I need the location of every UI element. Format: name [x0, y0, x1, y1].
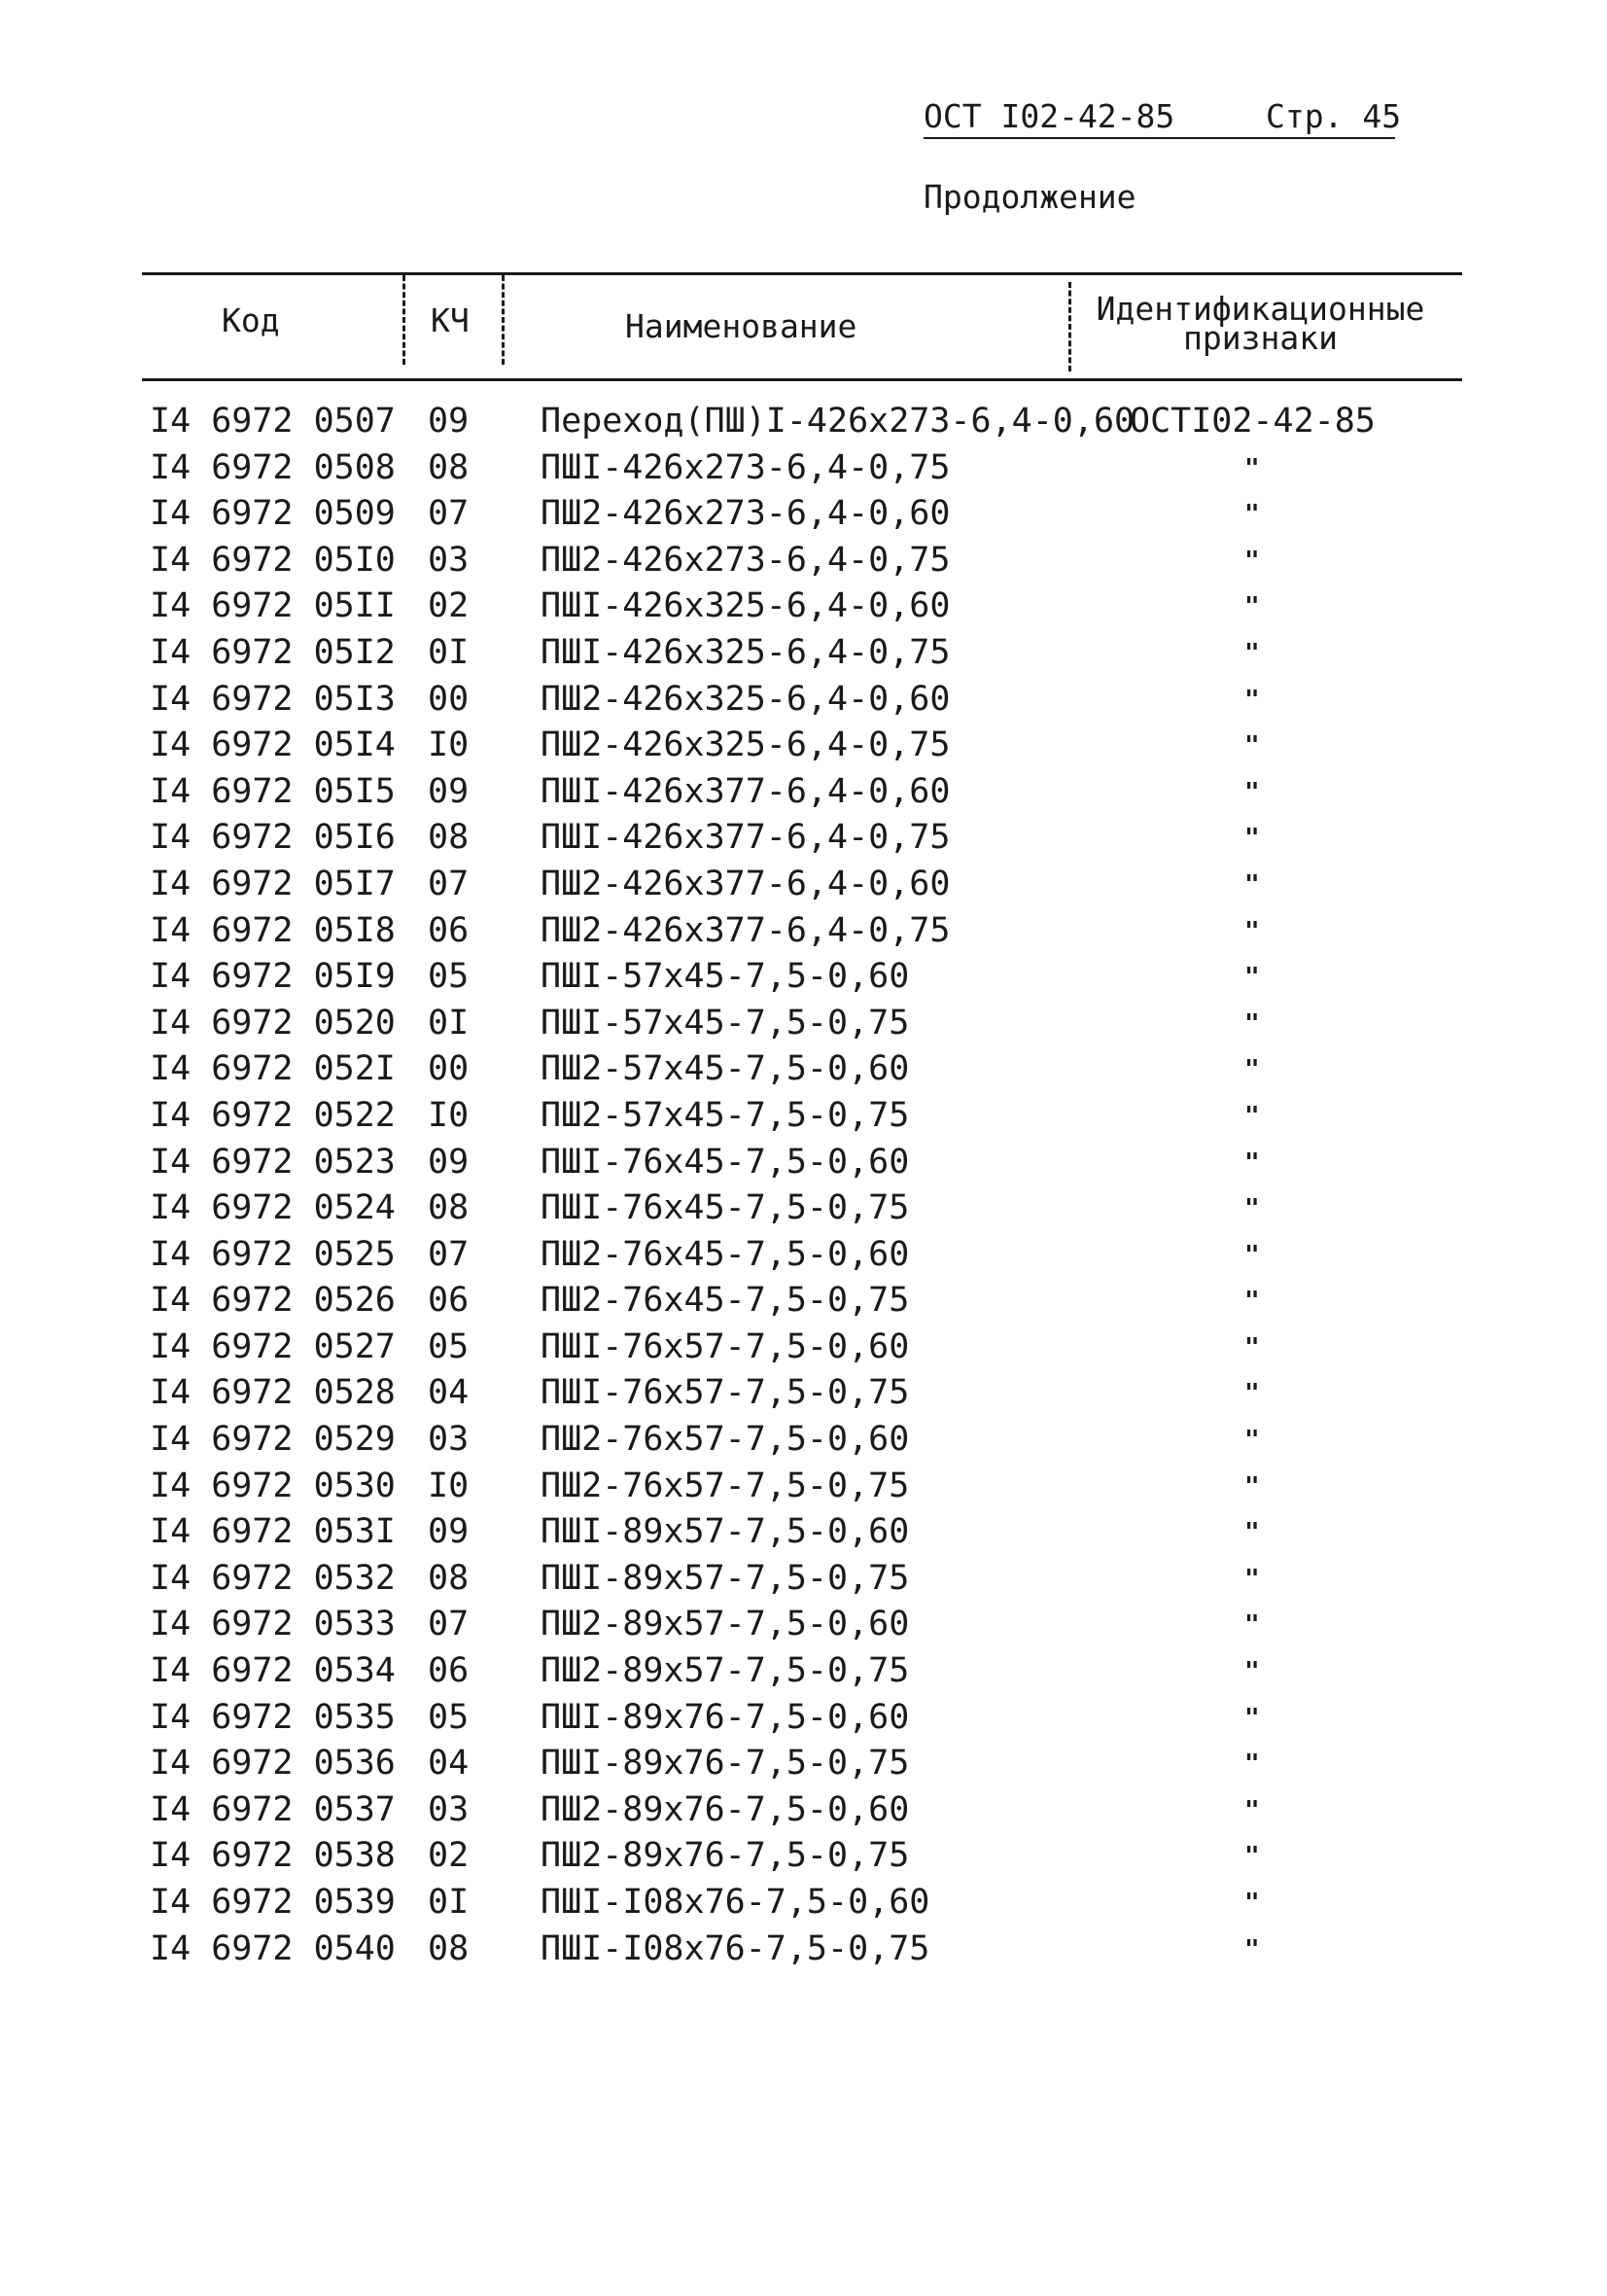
kch-cell: 08 [428, 1928, 470, 1968]
ident-cell: " [1244, 1749, 1260, 1780]
table-row [0, 725, 1607, 772]
code-cell: I4 6972 0526 [150, 1281, 396, 1321]
name-cell: ПШ2-76x57-7,5-0,60 [541, 1420, 910, 1460]
kch-cell: 00 [428, 1049, 470, 1089]
ident-cell: " [1244, 592, 1260, 622]
name-cell: ПШI-I08x76-7,5-0,60 [541, 1883, 930, 1922]
name-cell: ПШ2-76x45-7,5-0,60 [541, 1234, 910, 1274]
name-cell: ПШI-76x57-7,5-0,60 [541, 1326, 910, 1366]
ident-cell: " [1244, 685, 1260, 715]
document-header [924, 97, 1402, 139]
ident-cell: " [1244, 1795, 1260, 1825]
name-cell: ПШ2-426x273-6,4-0,75 [541, 540, 951, 580]
kch-cell: 08 [428, 1188, 470, 1228]
table-row [0, 1466, 1607, 1513]
kch-cell: 05 [428, 957, 470, 997]
ident-cell: " [1244, 1889, 1260, 1918]
kch-cell: 09 [428, 402, 470, 441]
column-header-kch: КЧ [431, 301, 470, 339]
code-cell: I4 6972 0539 [150, 1883, 396, 1922]
table-row [0, 680, 1607, 726]
name-cell: ПШI-I08x76-7,5-0,75 [541, 1928, 930, 1968]
table-row [0, 1327, 1607, 1374]
ident-cell: " [1244, 824, 1260, 854]
table-top-rule [142, 272, 1462, 275]
table-row [0, 1004, 1607, 1050]
code-cell: I4 6972 0509 [150, 494, 396, 534]
code-cell: I4 6972 0535 [150, 1697, 396, 1737]
table-row [0, 911, 1607, 958]
table-row [0, 1373, 1607, 1420]
name-cell: ПШ2-426x377-6,4-0,75 [541, 910, 951, 950]
code-cell: I4 6972 05I7 [150, 864, 396, 903]
kch-cell: 00 [428, 679, 470, 719]
table-row [0, 1096, 1607, 1143]
code-cell: I4 6972 05I0 [150, 540, 396, 580]
table-row [0, 1698, 1607, 1745]
table-row [0, 1929, 1607, 1976]
name-cell: ПШ2-89x76-7,5-0,75 [541, 1836, 910, 1876]
table-row [0, 865, 1607, 911]
code-cell: I4 6972 05II [150, 586, 396, 626]
table-header-rule [142, 378, 1462, 381]
table-row [0, 1049, 1607, 1096]
name-cell: ПШI-426x325-6,4-0,75 [541, 632, 951, 672]
ident-cell: " [1244, 1657, 1260, 1687]
table-row [0, 1512, 1607, 1559]
table-row [0, 402, 1607, 448]
code-cell: I4 6972 05I5 [150, 771, 396, 811]
code-cell: I4 6972 0529 [150, 1420, 396, 1460]
code-cell: I4 6972 0540 [150, 1928, 396, 1968]
kch-cell: 06 [428, 910, 470, 950]
code-cell: I4 6972 0532 [150, 1558, 396, 1598]
code-cell: I4 6972 0537 [150, 1789, 396, 1829]
name-cell: ПШ2-76x57-7,5-0,75 [541, 1466, 910, 1505]
kch-cell: 06 [428, 1651, 470, 1691]
ident-cell: " [1244, 1379, 1260, 1409]
kch-cell: 03 [428, 540, 470, 580]
name-cell: ПШI-76x45-7,5-0,75 [541, 1188, 910, 1228]
name-cell: ПШ2-57x45-7,5-0,60 [541, 1049, 910, 1089]
table-row [0, 541, 1607, 587]
kch-cell: 05 [428, 1326, 470, 1366]
name-cell: ПШ2-426x325-6,4-0,60 [541, 679, 951, 719]
name-cell: ПШI-426x377-6,4-0,75 [541, 818, 951, 858]
code-cell: I4 6972 0524 [150, 1188, 396, 1228]
code-cell: I4 6972 0534 [150, 1651, 396, 1691]
table-row [0, 1836, 1607, 1883]
table-row [0, 1281, 1607, 1327]
table-row [0, 957, 1607, 1004]
table-row [0, 633, 1607, 680]
kch-cell: I0 [428, 1466, 470, 1505]
kch-cell: 06 [428, 1281, 470, 1321]
kch-cell: 07 [428, 1234, 470, 1274]
column-header-code: Код [222, 301, 280, 339]
code-cell: I4 6972 0525 [150, 1234, 396, 1274]
ident-cell: " [1244, 1842, 1260, 1872]
code-cell: I4 6972 05I4 [150, 725, 396, 765]
column-header-name: Наименование [625, 307, 857, 345]
column-header-ident-line2: признаки [1183, 319, 1338, 357]
code-cell: I4 6972 0536 [150, 1744, 396, 1784]
column-divider [502, 275, 505, 365]
column-header-ident-line1: Идентификационные [1096, 290, 1425, 328]
ident-cell: " [1244, 777, 1260, 807]
name-cell: ПШ2-89x76-7,5-0,60 [541, 1789, 910, 1829]
table-row [0, 1235, 1607, 1282]
code-cell: I4 6972 0528 [150, 1373, 396, 1413]
ident-cell: " [1244, 1703, 1260, 1733]
table-body [0, 402, 1607, 1975]
table-row [0, 1143, 1607, 1189]
ident-cell: " [1244, 963, 1260, 993]
code-cell: I4 6972 0538 [150, 1836, 396, 1876]
ident-cell: " [1244, 1934, 1260, 1964]
kch-cell: 09 [428, 1512, 470, 1552]
ident-cell: " [1244, 1008, 1260, 1039]
name-cell: ПШI-76x45-7,5-0,60 [541, 1142, 910, 1182]
page-number: Стр. 45 [1266, 97, 1402, 135]
name-cell: ПШ2-426x325-6,4-0,75 [541, 725, 951, 765]
name-cell: ПШ2-426x377-6,4-0,60 [541, 864, 951, 903]
code-cell: I4 6972 05I9 [150, 957, 396, 997]
kch-cell: 08 [428, 1558, 470, 1598]
code-cell: I4 6972 05I3 [150, 679, 396, 719]
kch-cell: 08 [428, 447, 470, 487]
kch-cell: 07 [428, 494, 470, 534]
name-cell: ПШI-426x325-6,4-0,60 [541, 586, 951, 626]
name-cell: ПШ2-426x273-6,4-0,60 [541, 494, 951, 534]
kch-cell: 07 [428, 864, 470, 903]
ident-cell: " [1244, 916, 1260, 946]
kch-cell: 0I [428, 632, 470, 672]
table-row [0, 586, 1607, 633]
ident-cell: " [1244, 869, 1260, 900]
ident-cell: " [1244, 1101, 1260, 1131]
kch-cell: 0I [428, 1003, 470, 1042]
table-row [0, 1790, 1607, 1837]
kch-cell: 04 [428, 1744, 470, 1784]
kch-cell: 02 [428, 586, 470, 626]
ident-cell: " [1244, 1471, 1260, 1501]
ident-cell: " [1244, 1518, 1260, 1548]
column-divider [402, 275, 405, 365]
ident-cell: " [1244, 546, 1260, 576]
kch-cell: I0 [428, 725, 470, 765]
code-cell: I4 6972 0508 [150, 447, 396, 487]
kch-cell: 0I [428, 1883, 470, 1922]
code-cell: I4 6972 0530 [150, 1466, 396, 1505]
code-cell: I4 6972 05I8 [150, 910, 396, 950]
name-cell: ПШI-57x45-7,5-0,60 [541, 957, 910, 997]
name-cell: ПШ2-89x57-7,5-0,60 [541, 1605, 910, 1644]
ident-cell: " [1244, 453, 1260, 483]
name-cell: ПШI-57x45-7,5-0,75 [541, 1003, 910, 1042]
ident-cell: " [1244, 1426, 1260, 1456]
code-cell: I4 6972 05I6 [150, 818, 396, 858]
ident-cell: " [1244, 1240, 1260, 1270]
column-divider [1068, 282, 1071, 371]
table-row [0, 1651, 1607, 1698]
ident-cell: " [1244, 1055, 1260, 1085]
table-row [0, 1420, 1607, 1466]
standard-number: ОСТ I02-42-85 [924, 97, 1175, 135]
kch-cell: I0 [428, 1095, 470, 1135]
column-header-ident [1093, 290, 1428, 357]
code-cell: I4 6972 0527 [150, 1326, 396, 1366]
code-cell: I4 6972 0507 [150, 402, 396, 441]
ident-cell: " [1244, 1332, 1260, 1362]
code-cell: I4 6972 0533 [150, 1605, 396, 1644]
continuation-label: Продолжение [924, 178, 1136, 216]
table-row [0, 818, 1607, 865]
code-cell: I4 6972 052I [150, 1049, 396, 1089]
kch-cell: 07 [428, 1605, 470, 1644]
kch-cell: 05 [428, 1697, 470, 1737]
ident-cell: " [1244, 1287, 1260, 1317]
name-cell: ПШI-76x57-7,5-0,75 [541, 1373, 910, 1413]
code-cell: I4 6972 0520 [150, 1003, 396, 1042]
table-row [0, 494, 1607, 541]
code-cell: I4 6972 0522 [150, 1095, 396, 1135]
code-cell: I4 6972 053I [150, 1512, 396, 1552]
name-cell: ПШ2-57x45-7,5-0,75 [541, 1095, 910, 1135]
kch-cell: 02 [428, 1836, 470, 1876]
name-cell: ПШ2-89x57-7,5-0,75 [541, 1651, 910, 1691]
ident-cell: " [1244, 1564, 1260, 1594]
kch-cell: 03 [428, 1789, 470, 1829]
code-cell: I4 6972 05I2 [150, 632, 396, 672]
table-row [0, 1605, 1607, 1651]
ident-cell: " [1244, 731, 1260, 761]
name-cell: ПШ2-76x45-7,5-0,75 [541, 1281, 910, 1321]
table-row [0, 448, 1607, 495]
table-row [0, 1559, 1607, 1606]
kch-cell: 08 [428, 818, 470, 858]
name-cell: Переход(ПШ)I-426x273-6,4-0,60 [541, 402, 1135, 441]
ident-cell: " [1244, 1610, 1260, 1641]
name-cell: ПШI-89x76-7,5-0,60 [541, 1697, 910, 1737]
table-row [0, 772, 1607, 819]
name-cell: ПШI-89x76-7,5-0,75 [541, 1744, 910, 1784]
table-row [0, 1744, 1607, 1790]
ident-cell: ОСТI02-42-85 [1130, 402, 1376, 441]
ident-cell: " [1244, 1148, 1260, 1178]
kch-cell: 09 [428, 1142, 470, 1182]
kch-cell: 03 [428, 1420, 470, 1460]
table-row [0, 1188, 1607, 1235]
name-cell: ПШI-426x377-6,4-0,60 [541, 771, 951, 811]
name-cell: ПШI-89x57-7,5-0,75 [541, 1558, 910, 1598]
kch-cell: 04 [428, 1373, 470, 1413]
name-cell: ПШI-426x273-6,4-0,75 [541, 447, 951, 487]
table-row [0, 1883, 1607, 1929]
code-cell: I4 6972 0523 [150, 1142, 396, 1182]
ident-cell: " [1244, 500, 1260, 530]
kch-cell: 09 [428, 771, 470, 811]
name-cell: ПШI-89x57-7,5-0,60 [541, 1512, 910, 1552]
ident-cell: " [1244, 638, 1260, 668]
ident-cell: " [1244, 1194, 1260, 1224]
